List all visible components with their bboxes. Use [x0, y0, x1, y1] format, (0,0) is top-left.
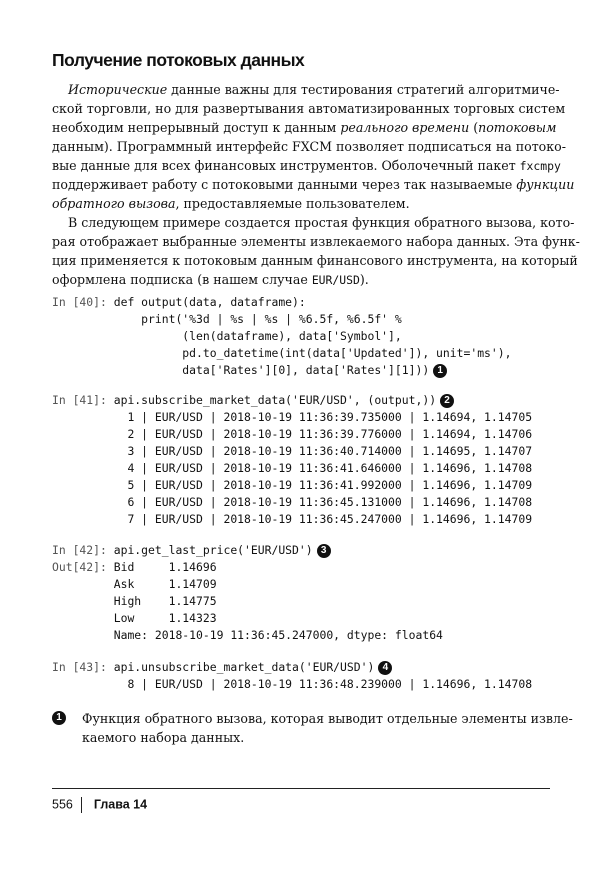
- callout-4-icon: 4: [378, 661, 392, 675]
- footer-separator: [81, 797, 82, 813]
- paragraph-1: Исторические данные важны для тестирования стратегий алгоритмиче- ской торговли, но для развертывания автоматизированных торговых систем необходим непрерывный доступ к данным реального времени (потоковым данным). Программный интерфейс FXCM позволяет подписаться на потоко- вые данные для всех финансовых инструментов. Оболочечный пакет fxcmpy поддерживает работу с потоковыми данными через так называемые функции обратного вызова, предоставляемые пользователем.: [52, 82, 575, 211]
- stream-row: 3 | EUR/USD | 2018-10-19 11:36:40.714000 | 1.14695, 1.14707: [113, 444, 533, 458]
- footer-rule: [52, 788, 550, 789]
- stream-row: 2 | EUR/USD | 2018-10-19 11:36:39.776000 | 1.14694, 1.14706: [113, 427, 533, 441]
- stream-row: 6 | EUR/USD | 2018-10-19 11:36:45.131000 | 1.14696, 1.14708: [113, 495, 533, 509]
- note-1-icon: 1: [52, 711, 66, 725]
- code-cell-43: In [43]: api.unsubscribe_market_data('EUR/USD') 4 8 | EUR/USD | 2018-10-19 11:36:48.239000 | 1.14696, 1.14708: [52, 660, 533, 691]
- stream-row: 7 | EUR/USD | 2018-10-19 11:36:45.247000 | 1.14696, 1.14709: [113, 512, 533, 526]
- section-heading: Получение потоковых данных: [52, 50, 305, 70]
- code-cell-40: In [40]: def output(data, dataframe): print('%3d | %s | %s | %6.5f, %6.5f' % (len(dataframe), data['Symbol'], pd.to_datetime(int(data['Updated']), unit='ms'), data['Rates'][0], data['Rates'][1])) 1: [52, 295, 512, 377]
- stream-row: 5 | EUR/USD | 2018-10-19 11:36:41.992000 | 1.14696, 1.14709: [113, 478, 533, 492]
- callout-note-1: 1 Функция обратного вызова, которая выводит отдельные элементы извле- каемого набора данных.: [52, 709, 550, 747]
- callout-2-icon: 2: [440, 394, 454, 408]
- code-cell-42: In [42]: api.get_last_price('EUR/USD') 3 Out[42]: Bid 1.14696 Ask 1.14709 High 1.14775 Low 1.14323 Name: 2018-10-19 11:36:45.247000, dtype: float64: [52, 543, 443, 642]
- page-number: 556: [52, 797, 73, 812]
- stream-row: 4 | EUR/USD | 2018-10-19 11:36:41.646000 | 1.14696, 1.14708: [113, 461, 533, 475]
- callout-1-icon: 1: [433, 364, 447, 378]
- paragraph-2: В следующем примере создается простая функция обратного вызова, кото- рая отображает выбранные элементы извлекаемого набора данных. Эта функ- ция применяется к потоковым данным финансового инструмента, на который оформлена подписка (в нашем случае EUR/USD).: [52, 215, 580, 287]
- stream-row: 1 | EUR/USD | 2018-10-19 11:36:39.735000 | 1.14694, 1.14705: [113, 410, 533, 424]
- chapter-label: Глава 14: [93, 797, 148, 812]
- callout-3-icon: 3: [317, 544, 331, 558]
- stream-row: 8 | EUR/USD | 2018-10-19 11:36:48.239000 | 1.14696, 1.14708: [113, 677, 533, 691]
- code-cell-41: In [41]: api.subscribe_market_data('EUR/USD', (output,)) 2 1 | EUR/USD | 2018-10-19 11:36:39.735000 | 1.14694, 1.14705 2 | EUR/USD | 2018-10-19 11:36:39.776000 | 1.14694, 1.14706 3 | EUR/USD | 2018-10-19 11:36:40.714000 | 1.14695, 1.14707 4 | EUR/USD | 2018-10-19 11:36:41.646000 | 1.14696, 1.14708 5 | EUR/USD | 2018-10-19 11:36:41.992000 | 1.14696, 1.14709 6 | EUR/USD | 2018-10-19 11:36:45.131000 | 1.14696, 1.14708 7 | EUR/USD | 2018-10-19 11:36:45.247000 | 1.14696, 1.14709: [52, 393, 533, 526]
- page-footer: [52, 797, 147, 813]
